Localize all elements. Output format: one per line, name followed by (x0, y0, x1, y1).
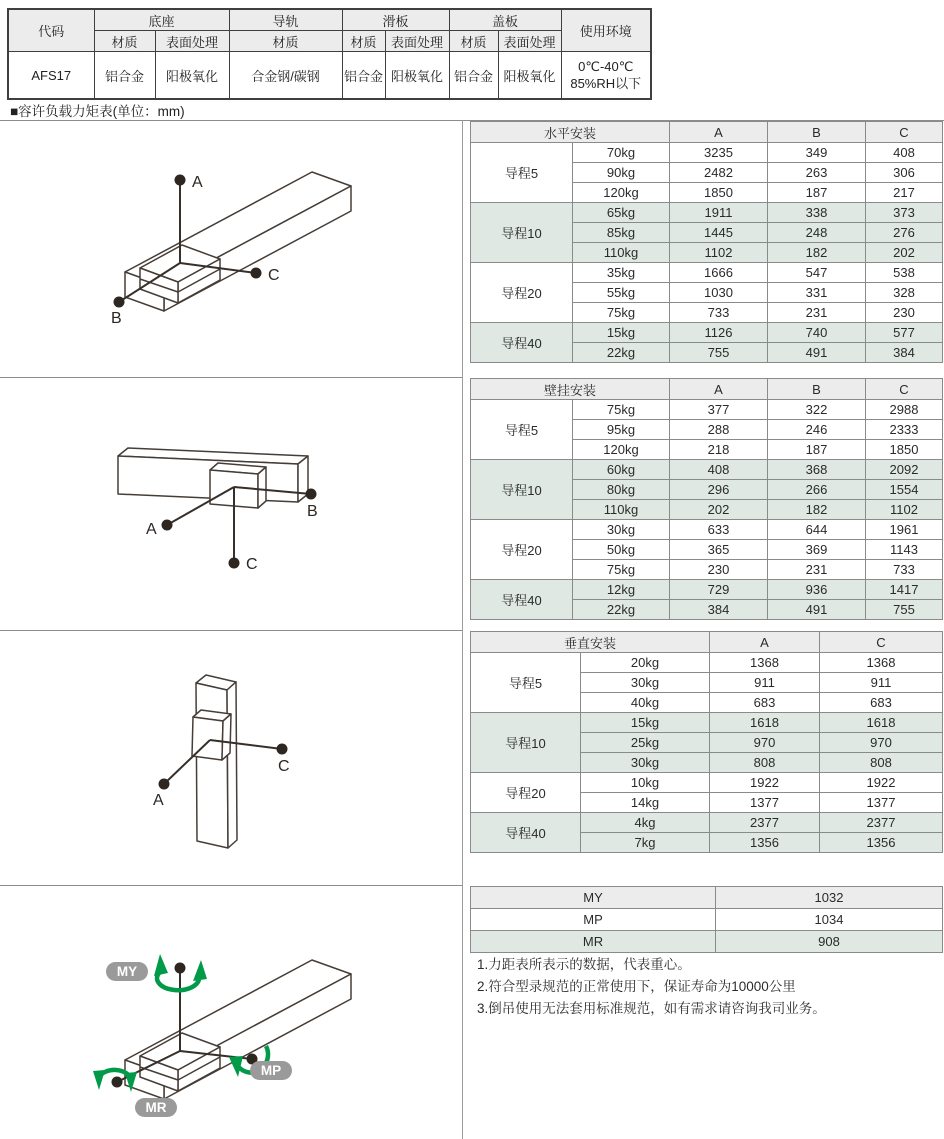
column-header: B (768, 379, 866, 400)
env-line-1: 0℃-40℃ (578, 59, 634, 74)
table-row (471, 909, 943, 931)
table-row (471, 143, 943, 163)
table-cell: 936 (768, 580, 866, 600)
table-cell: 1377 (710, 793, 820, 813)
table-row (471, 887, 943, 909)
spec-code: AFS17 (8, 52, 94, 100)
table-cell: 248 (768, 223, 866, 243)
column-header: A (710, 632, 820, 653)
table-cell: 30kg (581, 673, 710, 693)
axis-point-a (159, 779, 170, 790)
table-cell: 911 (710, 673, 820, 693)
table-cell: 4kg (581, 813, 710, 833)
axis-label-c: C (268, 267, 280, 284)
table-row (471, 773, 943, 793)
table-cell: 2377 (710, 813, 820, 833)
table-cell: 2377 (820, 813, 943, 833)
table-header-row (471, 632, 943, 653)
spec-cell: 阳极氧化 (498, 52, 561, 100)
spec-cell: 合金钢/碳钢 (229, 52, 342, 100)
spec-col-cover: 盖板 (449, 9, 561, 31)
moment-value: 908 (716, 931, 943, 953)
table-cell: 740 (768, 323, 866, 343)
table-row (471, 931, 943, 953)
table-cell: 1126 (670, 323, 768, 343)
lead-cell: 导程5 (471, 400, 573, 460)
moment-label: MR (471, 931, 716, 953)
table-cell: 50kg (573, 540, 670, 560)
diagram-vertical-install (60, 640, 460, 880)
lead-cell: 导程20 (471, 773, 581, 813)
axis-label-b: B (307, 503, 318, 520)
table-cell: 15kg (581, 713, 710, 733)
table-cell: 85kg (573, 223, 670, 243)
note-line: 3.倒吊使用无法套用标准规范，如有需求请咨询我司业务。 (477, 1001, 826, 1016)
table-cell: 328 (866, 283, 943, 303)
table-cell: 30kg (581, 753, 710, 773)
column-header: C (866, 122, 943, 143)
table-cell: 120kg (573, 440, 670, 460)
column-header: A (670, 379, 768, 400)
rail-shape (227, 682, 237, 848)
table-cell: 202 (670, 500, 768, 520)
table-wall-install (470, 378, 943, 620)
table-cell: 246 (768, 420, 866, 440)
table-cell: 182 (768, 500, 866, 520)
table-cell: 633 (670, 520, 768, 540)
axis-label-b: B (111, 310, 122, 327)
table-cell: 231 (768, 303, 866, 323)
table-cell: 288 (670, 420, 768, 440)
table-cell: 1666 (670, 263, 768, 283)
moment-limit-table (470, 886, 943, 953)
table-cell: 491 (768, 343, 866, 363)
table-cell: 408 (866, 143, 943, 163)
lead-cell: 导程40 (471, 813, 581, 853)
table-cell: 110kg (573, 243, 670, 263)
table-cell: 75kg (573, 303, 670, 323)
spec-sub-material: 材质 (229, 31, 342, 52)
table-cell: 306 (866, 163, 943, 183)
table-cell: 644 (768, 520, 866, 540)
table-cell: 331 (768, 283, 866, 303)
spec-col-base: 底座 (94, 9, 229, 31)
axis-point-c (251, 268, 262, 279)
table-cell: 218 (670, 440, 768, 460)
spec-sub-material: 材质 (94, 31, 155, 52)
spec-value-row (8, 52, 651, 100)
table-cell: 1356 (710, 833, 820, 853)
section-divider (0, 885, 462, 886)
spec-subheader-row (8, 31, 651, 52)
table-cell: 230 (670, 560, 768, 580)
table-cell: 230 (866, 303, 943, 323)
table-cell: 10kg (581, 773, 710, 793)
table-cell: 231 (768, 560, 866, 580)
lead-cell: 导程10 (471, 713, 581, 773)
table-cell: 276 (866, 223, 943, 243)
arrowhead (154, 954, 168, 976)
diagram-wall-install (60, 390, 460, 620)
column-header: C (866, 379, 943, 400)
table-cell: 322 (768, 400, 866, 420)
table-cell: 22kg (573, 600, 670, 620)
table-cell: 263 (768, 163, 866, 183)
moment-label-my: MY (116, 964, 138, 979)
axis-point-b (114, 297, 125, 308)
table-cell: 25kg (581, 733, 710, 753)
table-row (471, 323, 943, 343)
table-cell: 2333 (866, 420, 943, 440)
spec-col-rail: 导轨 (229, 9, 342, 31)
lead-cell: 导程5 (471, 653, 581, 713)
moment-value: 1034 (716, 909, 943, 931)
table-cell: 60kg (573, 460, 670, 480)
arrowhead (93, 1070, 105, 1090)
axis-label-a: A (153, 792, 164, 809)
section-divider (0, 377, 462, 378)
moment-label: MY (471, 887, 716, 909)
table-title: 水平安装 (471, 122, 670, 143)
table-cell: 30kg (573, 520, 670, 540)
table-cell: 1143 (866, 540, 943, 560)
table-cell: 217 (866, 183, 943, 203)
table-row (471, 400, 943, 420)
table-cell: 1922 (820, 773, 943, 793)
table-cell: 1554 (866, 480, 943, 500)
table-cell: 577 (866, 323, 943, 343)
table-cell: 1445 (670, 223, 768, 243)
table-cell: 755 (670, 343, 768, 363)
note-line: 1.力距表所表示的数据，代表重心。 (477, 957, 691, 972)
table-cell: 538 (866, 263, 943, 283)
table-cell: 408 (670, 460, 768, 480)
table-cell: 55kg (573, 283, 670, 303)
table-cell: 1368 (820, 653, 943, 673)
spec-col-slide: 滑板 (342, 9, 449, 31)
lead-cell: 导程40 (471, 323, 573, 363)
table-cell: 547 (768, 263, 866, 283)
table-cell: 75kg (573, 560, 670, 580)
table-cell: 110kg (573, 500, 670, 520)
table-cell: 683 (710, 693, 820, 713)
table-cell: 377 (670, 400, 768, 420)
axis-point-c (277, 744, 288, 755)
column-divider (462, 120, 463, 1139)
spec-col-env: 使用环境 (561, 9, 651, 52)
table-cell: 1618 (710, 713, 820, 733)
rail-shape (118, 456, 298, 502)
note-line: 2.符合型录规范的正常使用下，保证寿命为10000公里 (477, 979, 796, 994)
spec-sub-material: 材质 (449, 31, 498, 52)
table-cell: 1618 (820, 713, 943, 733)
table-cell: 202 (866, 243, 943, 263)
table-cell: 80kg (573, 480, 670, 500)
table-cell: 14kg (581, 793, 710, 813)
column-header: C (820, 632, 943, 653)
table-cell: 2988 (866, 400, 943, 420)
table-cell: 296 (670, 480, 768, 500)
table-vertical-install (470, 631, 943, 853)
table-cell: 733 (866, 560, 943, 580)
table-cell: 1030 (670, 283, 768, 303)
spec-sub-surface: 表面处理 (385, 31, 449, 52)
table-cell: 22kg (573, 343, 670, 363)
lead-cell: 导程20 (471, 520, 573, 580)
column-header: B (768, 122, 866, 143)
table-cell: 187 (768, 440, 866, 460)
table-cell: 384 (866, 343, 943, 363)
axis-label-c: C (246, 556, 258, 573)
table-cell: 90kg (573, 163, 670, 183)
table-cell: 95kg (573, 420, 670, 440)
arrowhead (193, 960, 207, 981)
table-cell: 755 (866, 600, 943, 620)
axis-point-b (306, 489, 317, 500)
table-cell: 373 (866, 203, 943, 223)
section-title: ■容许负载力矩表(单位：mm) (10, 104, 185, 119)
table-row (471, 713, 943, 733)
slide-shape (258, 467, 266, 508)
lead-cell: 导程10 (471, 203, 573, 263)
table-header-row (471, 379, 943, 400)
table-row (471, 653, 943, 673)
table-row (471, 520, 943, 540)
column-header: A (670, 122, 768, 143)
spec-sub-surface: 表面处理 (498, 31, 561, 52)
table-cell: 12kg (573, 580, 670, 600)
table-cell: 338 (768, 203, 866, 223)
lead-cell: 导程20 (471, 263, 573, 323)
table-cell: 1911 (670, 203, 768, 223)
table-cell: 368 (768, 460, 866, 480)
table-cell: 1102 (866, 500, 943, 520)
table-cell: 266 (768, 480, 866, 500)
env-line-2: 85%RH以下 (570, 76, 642, 91)
spec-cell: 铝合金 (94, 52, 155, 100)
section-divider (0, 630, 462, 631)
table-cell: 7kg (581, 833, 710, 853)
table-cell: 729 (670, 580, 768, 600)
table-cell: 1368 (710, 653, 820, 673)
table-cell: 808 (820, 753, 943, 773)
spec-header-row (8, 9, 651, 31)
moment-label-mp: MP (260, 1063, 282, 1078)
table-cell: 970 (820, 733, 943, 753)
table-cell: 35kg (573, 263, 670, 283)
table-header-row (471, 122, 943, 143)
table-cell: 491 (768, 600, 866, 620)
rail-shape (196, 683, 228, 848)
axis-label-a: A (146, 521, 157, 538)
axis-point-my (175, 963, 186, 974)
axis-point-a (162, 520, 173, 531)
diagram-moment-directions (60, 930, 460, 1139)
axis-point-c (229, 558, 240, 569)
notes-block (477, 954, 826, 1020)
table-cell: 1850 (670, 183, 768, 203)
table-cell: 1356 (820, 833, 943, 853)
table-row (471, 263, 943, 283)
spec-cell: 阳极氧化 (155, 52, 229, 100)
spec-cell: 铝合金 (449, 52, 498, 100)
table-cell: 1961 (866, 520, 943, 540)
axis-point-mr (112, 1077, 123, 1088)
table-cell: 1377 (820, 793, 943, 813)
axis-label-c: C (278, 758, 290, 775)
spec-sub-material: 材质 (342, 31, 385, 52)
moment-label-mr: MR (145, 1100, 167, 1115)
table-cell: 70kg (573, 143, 670, 163)
table-cell: 369 (768, 540, 866, 560)
table-cell: 911 (820, 673, 943, 693)
table-row (471, 203, 943, 223)
table-cell: 187 (768, 183, 866, 203)
table-cell: 808 (710, 753, 820, 773)
table-cell: 1417 (866, 580, 943, 600)
table-title: 垂直安装 (471, 632, 710, 653)
table-row (471, 460, 943, 480)
axis-point-a (175, 175, 186, 186)
moment-value: 1032 (716, 887, 943, 909)
diagram-horizontal-install (60, 130, 460, 370)
lead-cell: 导程5 (471, 143, 573, 203)
lead-cell: 导程10 (471, 460, 573, 520)
table-cell: 1922 (710, 773, 820, 793)
axis-label-a: A (192, 174, 203, 191)
spec-sub-surface: 表面处理 (155, 31, 229, 52)
table-cell: 1850 (866, 440, 943, 460)
table-cell: 2092 (866, 460, 943, 480)
lead-cell: 导程40 (471, 580, 573, 620)
table-cell: 182 (768, 243, 866, 263)
table-cell: 384 (670, 600, 768, 620)
table-row (471, 813, 943, 833)
table-cell: 40kg (581, 693, 710, 713)
slide-shape (222, 714, 231, 760)
table-title: 壁挂安装 (471, 379, 670, 400)
rotation-arrow-my (157, 972, 199, 990)
table-horizontal-install (470, 121, 943, 363)
spec-cell: 阳极氧化 (385, 52, 449, 100)
table-cell: 365 (670, 540, 768, 560)
table-cell: 733 (670, 303, 768, 323)
spec-cell: 铝合金 (342, 52, 385, 100)
table-cell: 20kg (581, 653, 710, 673)
table-cell: 75kg (573, 400, 670, 420)
table-cell: 1102 (670, 243, 768, 263)
table-cell: 970 (710, 733, 820, 753)
table-cell: 120kg (573, 183, 670, 203)
spec-col-code: 代码 (8, 9, 94, 52)
moment-label: MP (471, 909, 716, 931)
table-cell: 65kg (573, 203, 670, 223)
table-cell: 683 (820, 693, 943, 713)
table-row (471, 580, 943, 600)
table-cell: 15kg (573, 323, 670, 343)
spec-env-value (561, 52, 651, 100)
table-cell: 349 (768, 143, 866, 163)
table-cell: 2482 (670, 163, 768, 183)
table-cell: 3235 (670, 143, 768, 163)
spec-table (7, 8, 652, 100)
